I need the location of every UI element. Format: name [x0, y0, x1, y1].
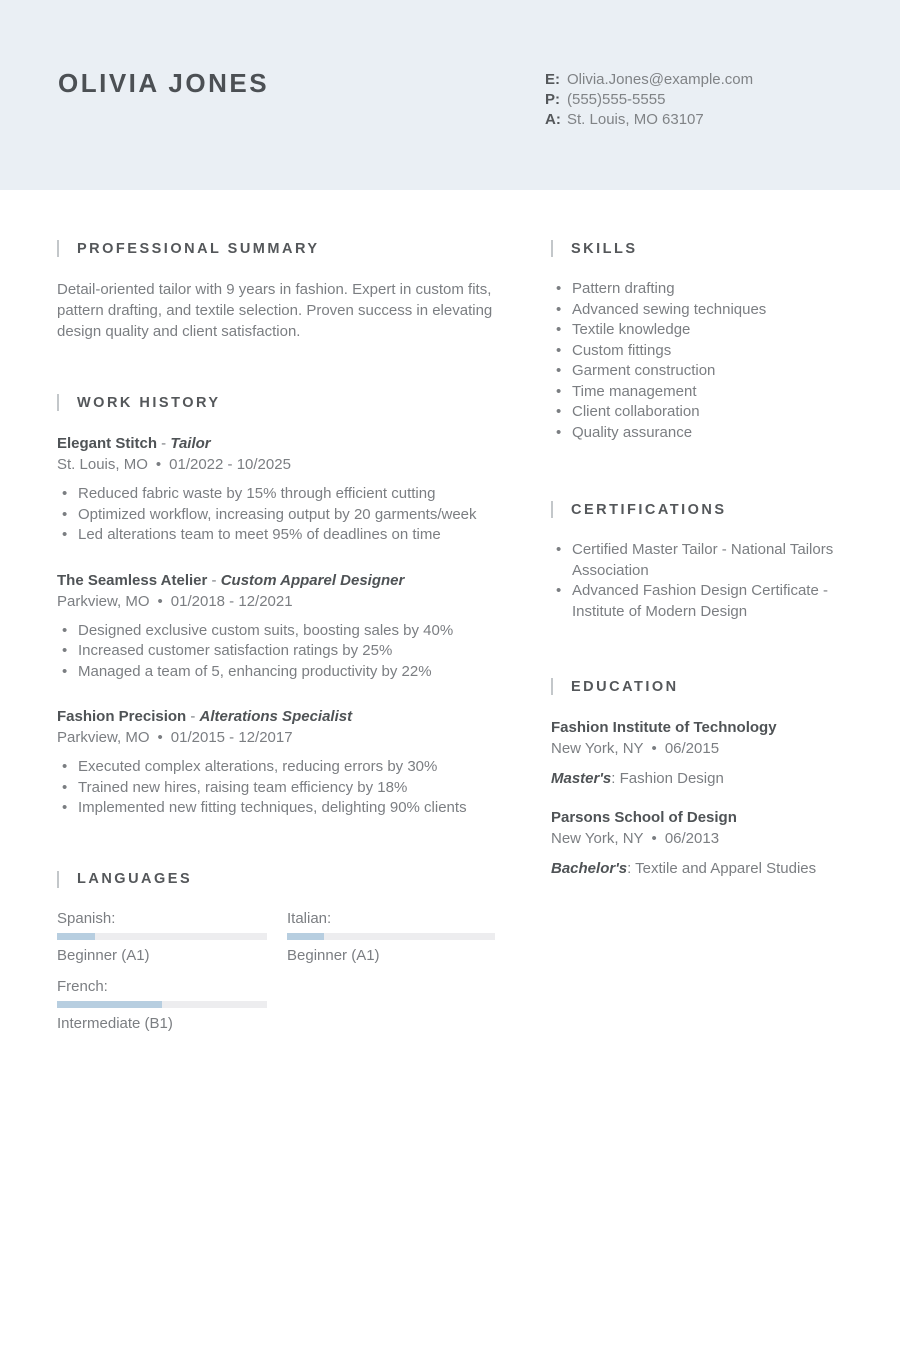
email-label: E: — [545, 71, 560, 88]
job-role: Tailor — [170, 435, 211, 452]
degree-field: : Textile and Apparel Studies — [627, 860, 817, 877]
job-bullet: • Increased customer satisfaction ratings by 25% — [57, 641, 495, 662]
skills-list — [551, 279, 845, 443]
language-progress-track — [57, 933, 267, 940]
heading-pipe-decoration — [57, 394, 59, 411]
job-dates: 01/2022 - 10/2025 — [169, 456, 291, 473]
skill-item: • Quality assurance — [551, 423, 845, 444]
summary-paragraph: Detail-oriented tailor with 9 years in fashion. Expert in custom fits, pattern drafting, and textile selection. Proven success in elevating design quality and client satisfaction. — [57, 281, 493, 340]
job-title-line — [57, 570, 495, 591]
job-bullet: • Trained new hires, raising team efficiency by 18% — [57, 778, 495, 799]
heading-pipe-decoration — [551, 501, 553, 518]
job-bullet: • Executed complex alterations, reducing errors by 30% — [57, 757, 495, 778]
job-meta-line — [57, 591, 495, 612]
section-title-text: EDUCATION — [571, 678, 679, 695]
job-bullet: • Reduced fabric waste by 15% through efficient cutting — [57, 484, 495, 505]
language-level: Beginner (A1) — [57, 946, 150, 964]
degree-field: : Fashion Design — [611, 770, 724, 787]
skill-item: • Textile knowledge — [551, 320, 845, 341]
job-dates: 01/2015 - 12/2017 — [170, 729, 293, 746]
contact-phone-row — [545, 90, 753, 110]
job-company: Fashion Precision — [57, 708, 187, 725]
section-title-text: SKILLS — [571, 240, 638, 257]
language-progress-track — [57, 1001, 267, 1008]
job-location: Parkview, MO — [57, 592, 150, 610]
contact-address-row — [545, 110, 753, 130]
section-title-text: LANGUAGES — [77, 871, 193, 887]
job-bullet-list — [57, 621, 495, 683]
job-title-line — [57, 706, 495, 727]
languages-grid — [57, 910, 495, 1032]
education-degree-line — [551, 858, 845, 879]
job-role: Alterations Specialist — [199, 708, 353, 725]
job-bullet-list — [57, 484, 495, 546]
education-degree-line — [551, 768, 845, 789]
degree-label: Bachelor's — [551, 860, 628, 877]
skill-item: • Pattern drafting — [551, 279, 845, 300]
job-separator: - — [207, 571, 221, 589]
section-title-languages — [57, 871, 495, 888]
skill-item: • Garment construction — [551, 361, 845, 382]
job-bullet: • Managed a team of 5, enhancing productivity by 22% — [57, 662, 495, 683]
meta-dot-separator: • — [157, 729, 163, 746]
language-progress-fill — [57, 933, 95, 940]
job-bullet: • Implemented new fitting techniques, delighting 90% clients — [57, 798, 495, 819]
meta-dot-separator: • — [155, 456, 162, 473]
certifications-list — [551, 540, 845, 622]
section-languages — [57, 871, 495, 1032]
meta-dot-separator: • — [651, 740, 657, 757]
language-label: Spanish: — [57, 909, 116, 927]
job-company: The Seamless Atelier — [57, 571, 208, 589]
job-separator: - — [157, 435, 171, 452]
degree-label: Master's — [551, 770, 612, 787]
language-item-spanish — [57, 910, 267, 964]
education-school: Parsons School of Design — [551, 809, 737, 826]
certification-item: • Advanced Fashion Design Certificate - Institute of Modern Design — [551, 581, 845, 622]
education-location: New York, NY — [551, 830, 644, 847]
job-bullet: • Designed exclusive custom suits, boosting sales by 40% — [57, 621, 495, 642]
resume-body — [0, 190, 900, 1072]
education-meta-line — [551, 738, 845, 759]
address-value: St. Louis, MO 63107 — [567, 111, 704, 128]
education-meta-line — [551, 828, 845, 849]
section-title-certifications — [551, 501, 845, 518]
email-value: Olivia.Jones@example.com — [567, 71, 754, 88]
language-item-italian — [287, 910, 495, 964]
job-entry-elegant-stitch — [57, 433, 495, 546]
education-entry-fit — [551, 717, 845, 789]
education-date: 06/2013 — [664, 830, 720, 847]
skill-item: • Advanced sewing techniques — [551, 300, 845, 321]
heading-pipe-decoration — [57, 871, 59, 888]
section-title-text: CERTIFICATIONS — [571, 501, 727, 518]
section-certifications — [551, 501, 845, 622]
meta-dot-separator: • — [157, 592, 163, 610]
language-progress-track — [287, 933, 495, 940]
candidate-name: OLIVIA JONES — [58, 68, 270, 98]
section-professional-summary — [57, 240, 495, 342]
resume-header — [0, 0, 900, 190]
language-item-french — [57, 978, 267, 1032]
language-progress-fill — [287, 933, 324, 940]
job-entry-seamless-atelier — [57, 570, 495, 683]
left-column — [57, 240, 495, 1032]
job-dates: 01/2018 - 12/2021 — [170, 592, 293, 610]
heading-pipe-decoration — [551, 678, 553, 695]
certification-item: • Certified Master Tailor - National Tailors Association — [551, 540, 845, 581]
section-skills — [551, 240, 845, 443]
job-location: St. Louis, MO — [57, 456, 148, 473]
job-role: Custom Apparel Designer — [220, 571, 405, 589]
language-label: French: — [57, 977, 108, 995]
section-education — [551, 678, 845, 879]
job-bullet: • Optimized workflow, increasing output by 20 garments/week — [57, 505, 495, 526]
job-entry-fashion-precision — [57, 706, 495, 819]
job-bullet-list — [57, 757, 495, 819]
section-title-text: WORK HISTORY — [77, 394, 221, 411]
section-title-education — [551, 678, 845, 695]
job-meta-line — [57, 727, 495, 748]
contact-block — [545, 70, 753, 130]
phone-value: (555)555-5555 — [567, 91, 666, 108]
section-title-professional-summary — [57, 240, 495, 257]
contact-email-row — [545, 70, 753, 90]
education-school: Fashion Institute of Technology — [551, 719, 777, 736]
education-entry-parsons — [551, 807, 845, 879]
job-company: Elegant Stitch — [57, 435, 158, 452]
skill-item: • Client collaboration — [551, 402, 845, 423]
section-title-work-history — [57, 394, 495, 411]
job-title-line — [57, 433, 495, 454]
skill-item: • Time management — [551, 382, 845, 403]
section-work-history — [57, 394, 495, 819]
language-level: Intermediate (B1) — [57, 1014, 173, 1032]
job-separator: - — [186, 708, 200, 725]
meta-dot-separator: • — [651, 830, 657, 847]
heading-pipe-decoration — [57, 240, 59, 257]
education-location: New York, NY — [551, 740, 644, 757]
job-meta-line — [57, 454, 495, 475]
section-title-text: PROFESSIONAL SUMMARY — [77, 240, 320, 257]
job-location: Parkview, MO — [57, 729, 150, 746]
section-title-skills — [551, 240, 845, 257]
address-label: A: — [545, 111, 561, 128]
language-progress-fill — [57, 1001, 162, 1008]
heading-pipe-decoration — [551, 240, 553, 257]
language-level: Beginner (A1) — [287, 946, 380, 964]
language-label: Italian: — [287, 909, 332, 927]
phone-label: P: — [545, 91, 560, 108]
skill-item: • Custom fittings — [551, 341, 845, 362]
job-bullet: • Led alterations team to meet 95% of deadlines on time — [57, 525, 495, 546]
education-date: 06/2015 — [664, 740, 720, 757]
right-column — [551, 240, 845, 1032]
